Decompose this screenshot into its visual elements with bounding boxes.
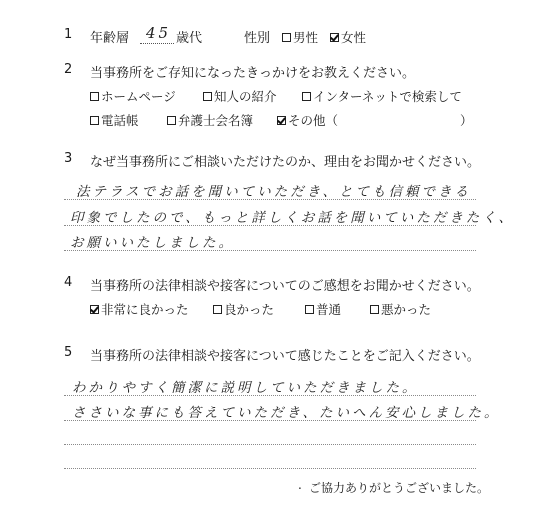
option-bar-directory[interactable]: 弁護士会名簿 <box>167 111 253 129</box>
age-label: 年齢層 <box>90 31 130 46</box>
age-value: 45 <box>146 24 172 42</box>
option-female[interactable]: 女性 <box>330 28 366 46</box>
q3-ruled-line <box>64 250 476 251</box>
option-referral[interactable]: 知人の紹介 <box>203 87 277 105</box>
option-homepage[interactable]: ホームページ <box>90 87 176 105</box>
age-suffix: 歳代 <box>176 31 203 46</box>
q5-question: 当事務所の法律相談や接客について感じたことをご記入ください。 <box>90 349 480 364</box>
checkbox-good[interactable] <box>213 305 222 314</box>
checkbox-homepage[interactable] <box>90 92 99 101</box>
checkbox-other[interactable] <box>277 116 286 125</box>
q5-number: 5 <box>64 345 73 360</box>
q3-answer-line: 法テラスでお話を聞いていただき、とても信頼できる <box>76 184 472 200</box>
q5-answer-line: ささいな事にも答えていただき、たいへん安心しました。 <box>72 405 501 421</box>
footer-thanks: ご協力ありがとうございました。 <box>309 481 490 495</box>
checkbox-male[interactable] <box>282 33 291 42</box>
checkbox-internet[interactable] <box>302 92 311 101</box>
sex-label: 性別 <box>244 31 271 46</box>
q5-ruled-line <box>64 468 476 469</box>
checkbox-referral[interactable] <box>203 92 212 101</box>
q2-number: 2 <box>64 62 73 77</box>
q3-answer-line: 印象でしたので、もっと詳しくお話を聞いていただきたく、 <box>70 210 515 226</box>
q5-answer-line: わかりやすく簡潔に説明していただきました。 <box>72 380 419 396</box>
q4-question: 当事務所の法律相談や接客についてのご感想をお聞かせください。 <box>90 279 480 294</box>
checkbox-bar-directory[interactable] <box>167 116 176 125</box>
option-internet[interactable]: インターネットで検索して <box>302 87 462 105</box>
option-good[interactable]: 良かった <box>213 300 274 318</box>
q5-ruled-line <box>64 444 476 445</box>
q5-ruled-line <box>64 420 476 421</box>
q2-question: 当事務所をご存知になったきっかけをお教えください。 <box>90 66 416 81</box>
footer-bullet: . <box>298 478 302 492</box>
q3-ruled-line <box>64 225 476 226</box>
q3-ruled-line <box>64 199 476 200</box>
checkbox-female[interactable] <box>330 33 339 42</box>
q3-question: なぜ当事務所にご相談いただけたのか、理由をお聞かせください。 <box>90 155 481 170</box>
q3-answer-line: お願いいたしました。 <box>70 235 235 251</box>
checkbox-very-good[interactable] <box>90 305 99 314</box>
option-very-good[interactable]: 非常に良かった <box>90 300 189 318</box>
checkbox-bad[interactable] <box>370 305 379 314</box>
option-male[interactable]: 男性 <box>282 28 318 46</box>
option-normal[interactable]: 普通 <box>305 300 341 318</box>
age-underline <box>140 43 174 44</box>
other-close-paren: ） <box>460 113 473 128</box>
q3-number: 3 <box>64 151 73 166</box>
option-other[interactable]: その他（ <box>277 111 338 129</box>
checkbox-normal[interactable] <box>305 305 314 314</box>
checkbox-phonebook[interactable] <box>90 116 99 125</box>
q4-number: 4 <box>64 275 73 290</box>
option-bad[interactable]: 悪かった <box>370 300 431 318</box>
q5-ruled-line <box>64 395 476 396</box>
q1-number: 1 <box>64 27 73 42</box>
option-phonebook[interactable]: 電話帳 <box>90 111 139 129</box>
